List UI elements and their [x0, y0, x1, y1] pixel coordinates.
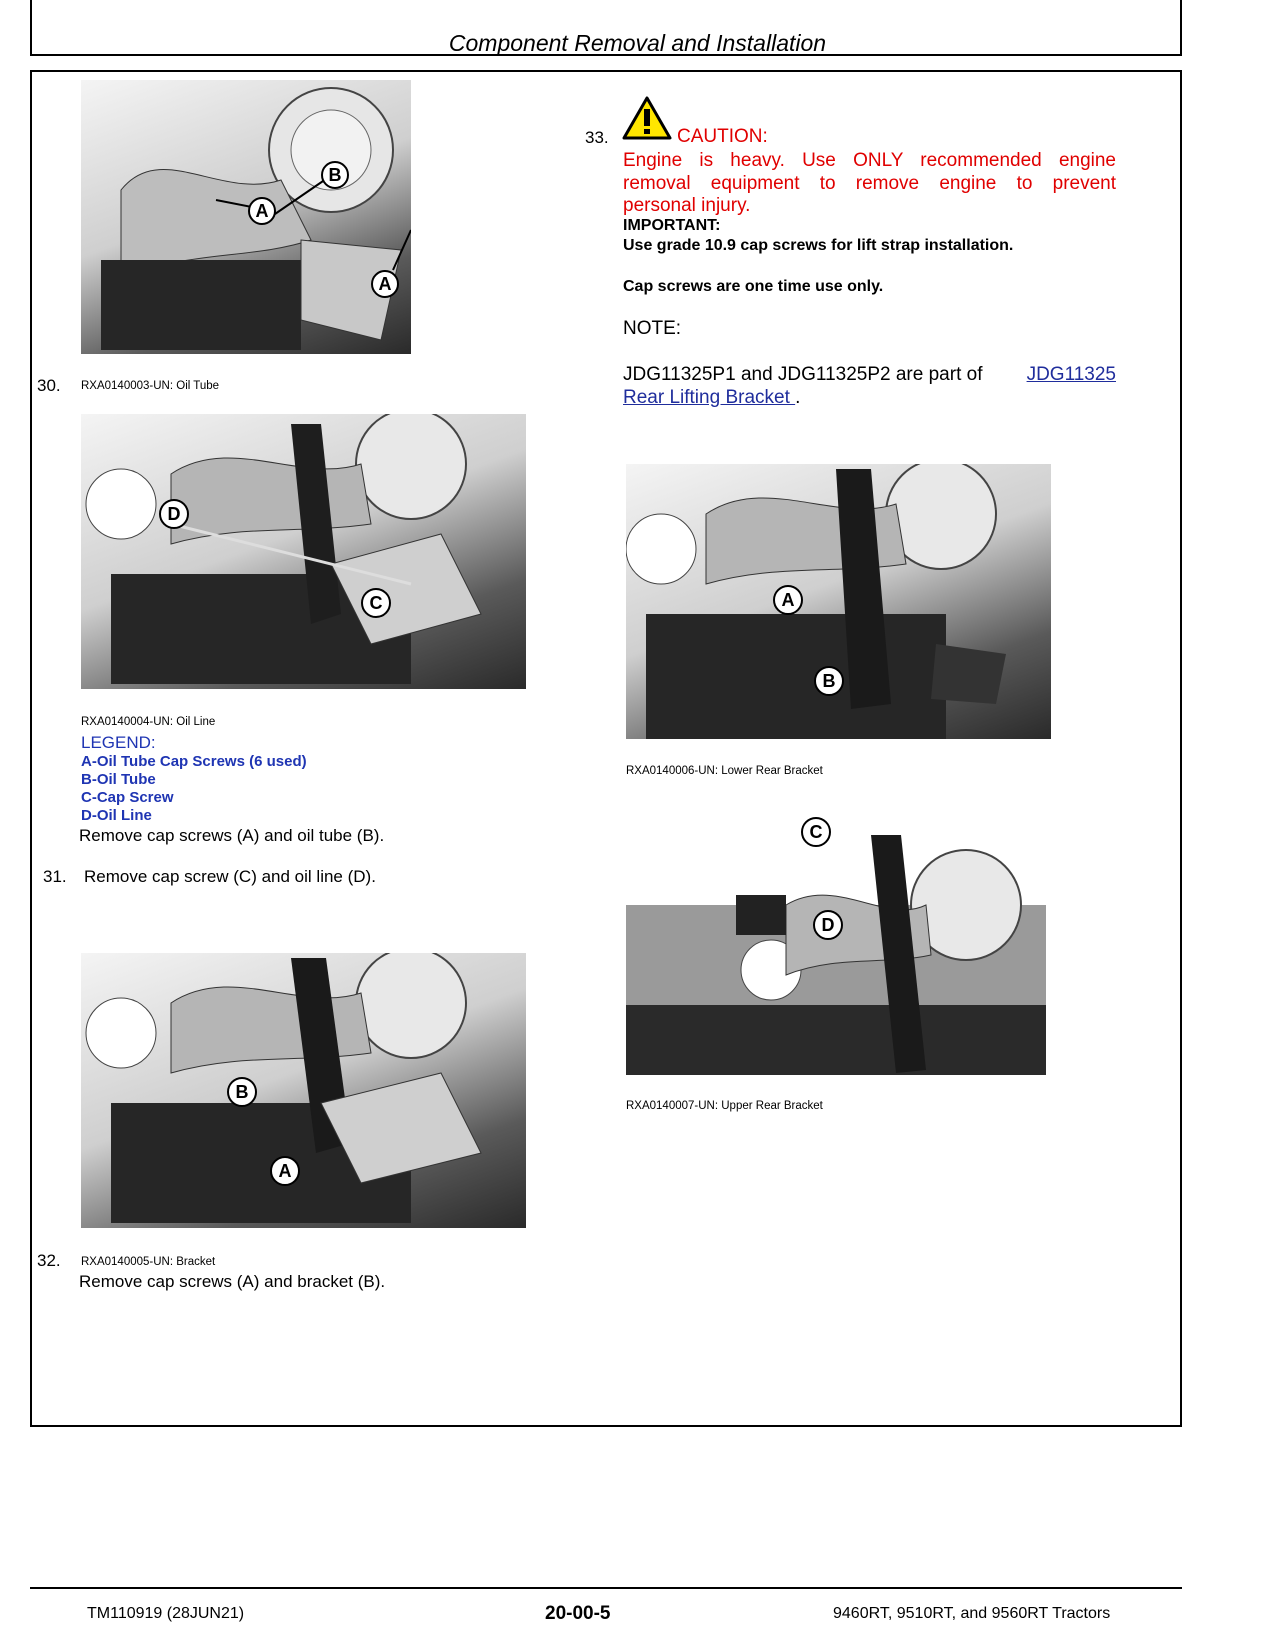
- important-text: Cap screws are one time use only.: [623, 278, 884, 295]
- figure-oil-tube-callouts: [81, 80, 411, 354]
- step-number-31: 31.: [43, 867, 67, 886]
- rear-lifting-bracket-link[interactable]: Rear Lifting Bracket: [623, 387, 796, 408]
- svg-text:A: A: [378, 274, 392, 294]
- warning-triangle-icon: [622, 96, 672, 140]
- footer-page-number: 20-00-5: [545, 1603, 611, 1624]
- svg-text:D: D: [167, 504, 181, 524]
- page-header-title: Component Removal and Installation: [448, 30, 827, 56]
- svg-text:B: B: [822, 671, 836, 691]
- callout-b: [815, 667, 843, 695]
- legend-item: A-Oil Tube Cap Screws (6 used): [81, 753, 307, 770]
- svg-text:C: C: [369, 593, 383, 613]
- figure-lower-rear-bracket-callouts: [626, 464, 1051, 739]
- svg-text:B: B: [235, 1082, 249, 1102]
- step-number-32: 32.: [37, 1251, 61, 1270]
- figure-oil-line-callouts: [81, 414, 526, 689]
- figure-caption-upper-rear-bracket: RXA0140007-UN: Upper Rear Bracket: [626, 1100, 823, 1112]
- caution-label: CAUTION:: [677, 126, 768, 147]
- figure-upper-rear-bracket-callouts: [626, 815, 1086, 1075]
- footer-document-id: TM110919 (28JUN21): [87, 1605, 245, 1622]
- figure-caption-oil-line: RXA0140004-UN: Oil Line: [81, 716, 216, 728]
- note-text-line: [623, 363, 1116, 387]
- callout-b: [228, 1078, 256, 1106]
- step-32-text: Remove cap screws (A) and bracket (B).: [79, 1272, 386, 1291]
- callout-d: [814, 911, 842, 939]
- caution-text-line: Engine is heavy. Use ONLY recommended engine: [623, 150, 1116, 171]
- figure-bracket-callouts: [81, 953, 526, 1228]
- legend-title: LEGEND:: [81, 733, 156, 752]
- caution-text-line: personal injury.: [623, 195, 751, 216]
- callout-a: [271, 1157, 299, 1185]
- step-31-text: Remove cap screw (C) and oil line (D).: [84, 867, 376, 886]
- callout-b: [322, 162, 348, 188]
- footer-divider: [30, 1587, 1182, 1589]
- svg-text:B: B: [328, 165, 342, 185]
- callout-a: [774, 586, 802, 614]
- svg-text:A: A: [781, 590, 795, 610]
- step-30-text: Remove cap screws (A) and oil tube (B).: [79, 826, 385, 845]
- note-text-line: [623, 386, 800, 410]
- legend-item: D-Oil Line: [81, 807, 152, 824]
- footer-models: 9460RT, 9510RT, and 9560RT Tractors: [833, 1605, 1111, 1622]
- rear-lifting-bracket-link[interactable]: JDG11325: [1026, 364, 1116, 385]
- figure-caption-oil-tube: RXA0140003-UN: Oil Tube: [81, 380, 220, 392]
- figure-caption-lower-rear-bracket: RXA0140006-UN: Lower Rear Bracket: [626, 765, 823, 777]
- note-label: NOTE:: [623, 318, 682, 339]
- svg-text:A: A: [278, 1161, 292, 1181]
- figure-caption-bracket: RXA0140005-UN: Bracket: [81, 1256, 216, 1268]
- important-text: Use grade 10.9 cap screws for lift strap installation.: [623, 237, 1014, 254]
- caution-text-line: removal equipment to remove engine to prevent: [623, 173, 1116, 194]
- callout-c: [362, 589, 390, 617]
- callout-d: [160, 500, 188, 528]
- important-label: IMPORTANT:: [623, 217, 721, 234]
- svg-text:C: C: [809, 822, 823, 842]
- legend-item: B-Oil Tube: [81, 771, 156, 788]
- svg-text:D: D: [821, 915, 835, 935]
- callout-a: [372, 271, 398, 297]
- callout-a: [249, 198, 275, 224]
- note-period: .: [795, 387, 801, 408]
- callout-c: [802, 818, 830, 846]
- step-number-33: 33.: [585, 128, 609, 147]
- step-number-30: 30.: [37, 376, 61, 395]
- svg-text:A: A: [255, 201, 269, 221]
- note-text: JDG11325P1 and JDG11325P2 are part of: [623, 364, 983, 385]
- legend-item: C-Cap Screw: [81, 789, 174, 806]
